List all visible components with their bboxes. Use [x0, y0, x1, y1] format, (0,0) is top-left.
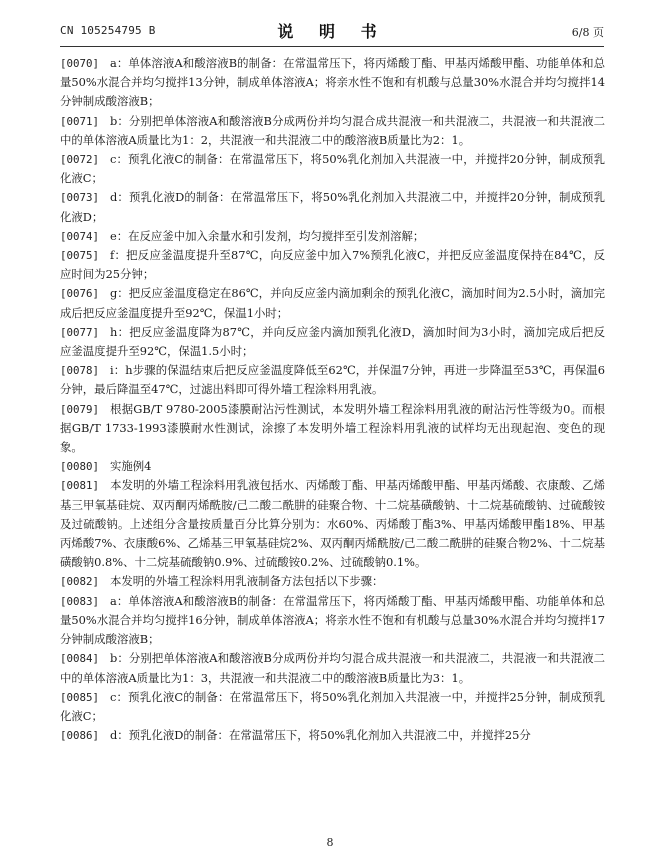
page-number: 8: [326, 836, 334, 849]
paragraph-number: [0077]: [60, 325, 100, 339]
paragraph: [60, 572, 605, 591]
paragraph-text: c：预乳化液C的制备：在常温常压下，将50%乳化剂加入共混液一中，并搅拌25分钟，制成预乳化液C；: [60, 689, 605, 723]
paragraph: [60, 284, 605, 322]
paragraph-number: [0086]: [60, 729, 100, 743]
paragraph-text: d：预乳化液D的制备：在常温常压下，将50%乳化剂加入共混液二中，并搅拌20分钟，制成预乳化液D；: [60, 190, 605, 224]
paragraph: [60, 188, 605, 226]
paragraph: [60, 592, 605, 650]
paragraph-number: [0078]: [60, 364, 100, 378]
paragraph-number: [0084]: [60, 652, 100, 666]
paragraph-text: 本发明的外墙工程涂料用乳液制备方法包括以下步骤：: [110, 574, 384, 589]
header-divider: [60, 46, 604, 47]
paragraph-number: [0085]: [60, 690, 100, 704]
paragraph-number: [0079]: [60, 402, 100, 416]
paragraph-text: h：把反应釜温度降为87℃，并向反应釜内滴加预乳化液D，滴加时间为3小时，滴加完成后把反应釜温度提升至92℃，保温1.5小时；: [60, 324, 605, 359]
paragraph-text: c：预乳化液C的制备：在常温常压下，将50%乳化剂加入共混液一中，并搅拌20分钟，制成预乳化液C；: [60, 152, 605, 186]
paragraph-number: [0081]: [60, 479, 100, 493]
paragraph: [60, 476, 605, 572]
paragraph-text: e：在反应釜中加入余量水和引发剂，均匀搅拌至引发剂溶解；: [110, 228, 425, 243]
paragraph-text: d：预乳化液D的制备：在常温常压下，将50%乳化剂加入共混液二中，并搅拌25分: [110, 728, 531, 743]
document-title: 说 明 书: [277, 22, 387, 41]
paragraph: [60, 150, 605, 188]
paragraph-text: i：h步骤的保温结束后把反应釜温度降低至62℃，并保温7分钟，再进一步降温至53℃，再保温6分钟，最后降温至47℃，过滤出料即可得外墙工程涂料用乳液。: [60, 363, 605, 397]
paragraph-number: [0074]: [60, 229, 100, 243]
paragraph-number: [0076]: [60, 287, 100, 301]
patent-number: CN 105254795 B: [60, 24, 156, 37]
paragraph-number: [0073]: [60, 191, 100, 205]
paragraph-text: b：分别把单体溶液A和酸溶液B分成两份并均匀混合成共混液一和共混液二，共混液一和共混液二中的单体溶液A质量比为1：3，共混液一和共混液二中的酸溶液B质量比为3：1。: [60, 651, 605, 685]
paragraph-number: [0070]: [60, 57, 100, 70]
paragraph: [60, 457, 605, 476]
paragraph: [60, 112, 605, 150]
paragraph: [60, 227, 605, 246]
document-body: [60, 54, 605, 745]
paragraph-text: 根据GB/T 9780-2005漆膜耐沾污性测试，本发明外墙工程涂料用乳液的耐沾污性等级为0。而根据GB/T 1733-1993漆膜耐水性测试，涂擦了本发明外墙工程涂料用乳液的试样均无出现起泡、变色的现象。: [60, 401, 605, 455]
paragraph: [60, 323, 605, 361]
paragraph: [60, 688, 605, 726]
paragraph-number: [0080]: [60, 460, 100, 474]
paragraph-text: a：单体溶液A和酸溶液B的制备：在常温常压下，将丙烯酸丁酯、甲基丙烯酸甲酯、功能单体和总量50%水混合并均匀搅拌13分钟，制成单体溶液A；将亲水性不饱和有机酸与总量30%水混合并均匀搅拌14分钟制成酸溶液B；: [60, 56, 605, 109]
paragraph-number: [0071]: [60, 114, 100, 128]
paragraph: [60, 246, 605, 284]
paragraph-number: [0072]: [60, 153, 100, 167]
paragraph-number: [0083]: [60, 594, 100, 608]
paragraph-number: [0075]: [60, 249, 100, 263]
paragraph: [60, 726, 605, 745]
paragraph-number: [0082]: [60, 575, 100, 589]
paragraph: [60, 649, 605, 687]
paragraph-text: g：把反应釜温度稳定在86℃，并向反应釜内滴加剩余的预乳化液C，滴加时间为2.5小时，滴加完成后把反应釜温度提升至92℃，保温1小时；: [60, 286, 605, 320]
paragraph-text: f：把反应釜温度提升至87℃，向反应釜中加入7%预乳化液C，并把反应釜温度保持在84℃，反应时间为25分钟；: [60, 248, 605, 282]
paragraph-text: a：单体溶液A和酸溶液B的制备：在常温常压下，将丙烯酸丁酯、甲基丙烯酸甲酯、功能单体和总量50%水混合并均匀搅拌16分钟，制成单体溶液A；将亲水性不饱和有机酸与总量30%水混合并均匀搅拌17分钟制成酸溶液B；: [60, 593, 605, 647]
example-heading: 实施例4: [110, 459, 152, 474]
paragraph: [60, 54, 605, 112]
paragraph: [60, 400, 605, 458]
paragraph-text: b：分别把单体溶液A和酸溶液B分成两份并均匀混合成共混液一和共混液二，共混液一和共混液二中的单体溶液A质量比为1：2，共混液一和共混液二中的酸溶液B质量比为2：1。: [60, 113, 605, 147]
page-header: [60, 0, 604, 46]
paragraph: [60, 361, 605, 399]
page-info: 6/8 页: [571, 26, 604, 39]
paragraph-text: 本发明的外墙工程涂料用乳液包括水、丙烯酸丁酯、甲基丙烯酸甲酯、甲基丙烯酸、衣康酸、乙烯基三甲氧基硅烷、双丙酮丙烯酰胺/己二酸二酰肼的硅聚合物、十二烷基磺酸钠、十二烷基硫酸钠、过硫酸铵及过硫酸钠。上述组分含量按质量百分比算分别为：水60%、丙烯酸丁酯3%、甲基丙烯酸甲酯18%、甲基丙烯酸7%、衣康酸6%、乙烯基三甲氧基硅烷2%、双丙酮丙烯酰胺/己二酸二酰肼的硅聚合物2%、十二烷基磺酸钠0.8%、十二烷基硫酸钠0.9%、过硫酸铵0.2%、过硫酸钠0.1%。: [60, 478, 605, 570]
